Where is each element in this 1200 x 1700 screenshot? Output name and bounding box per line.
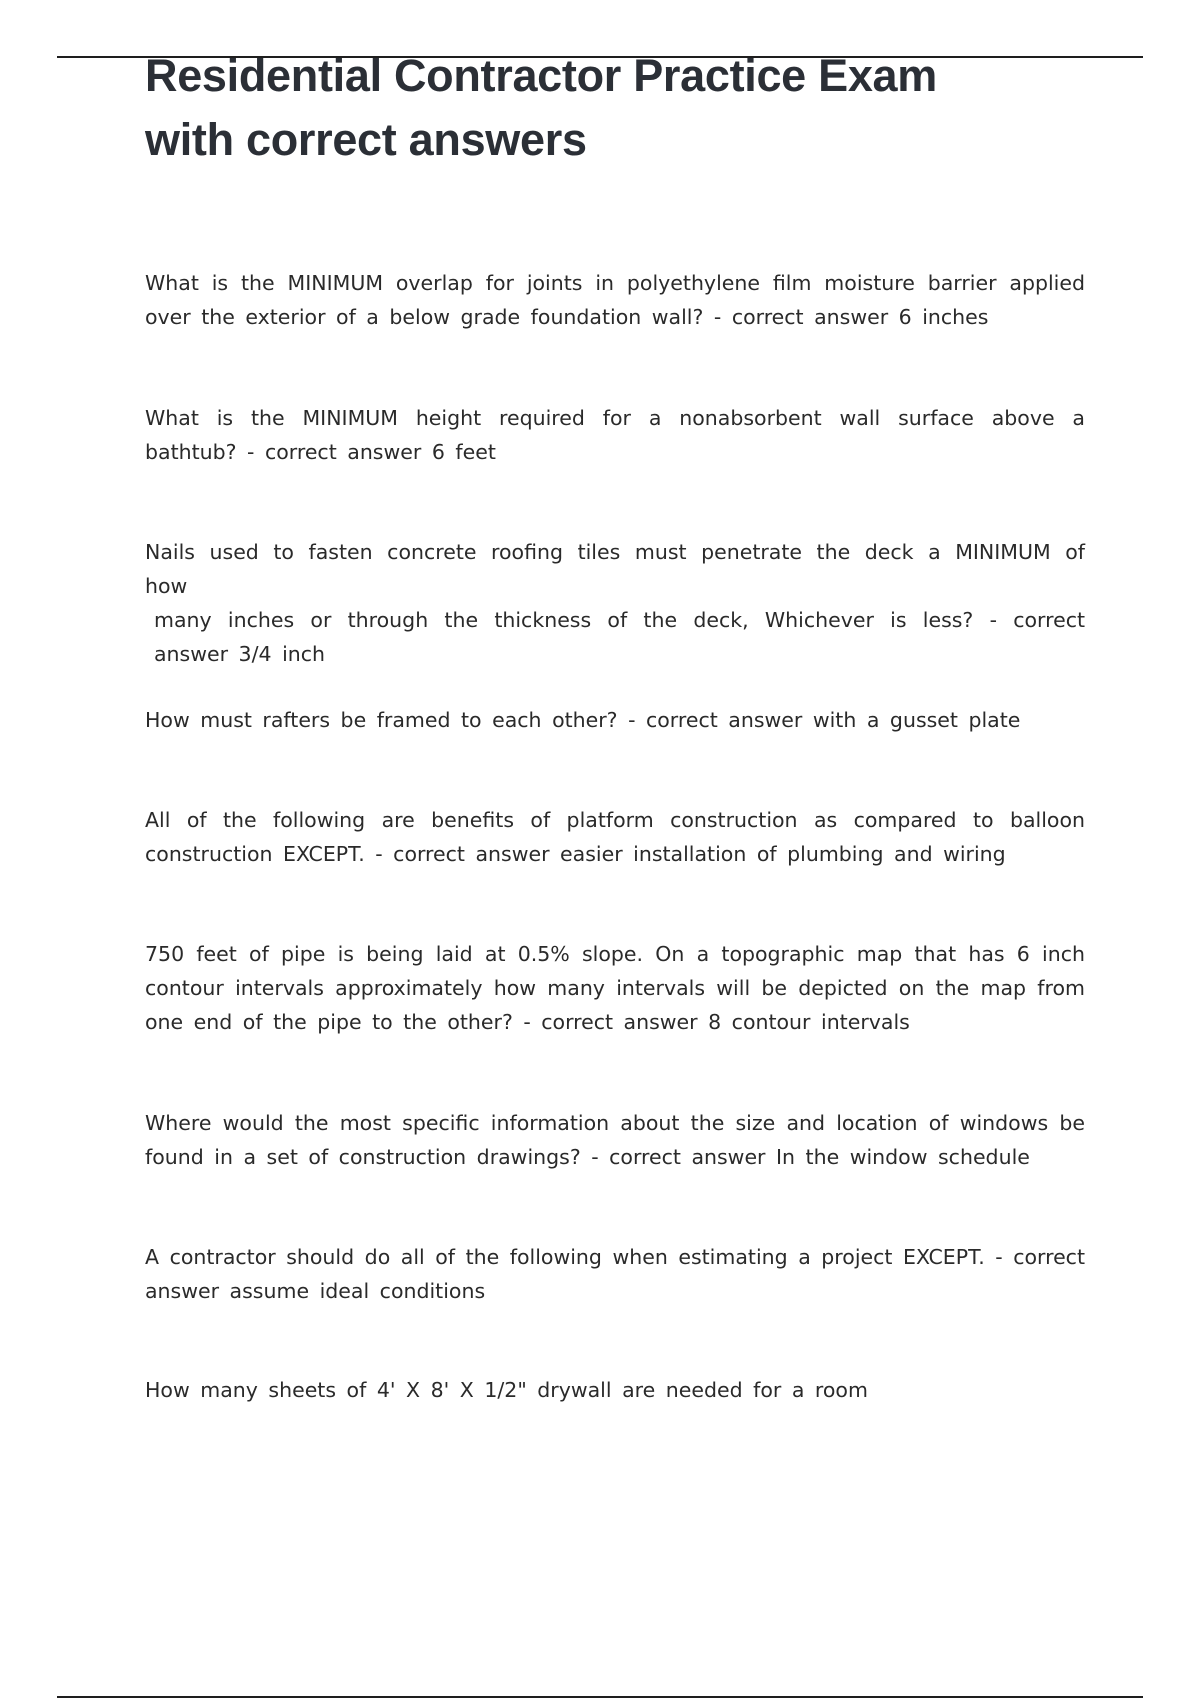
question-7: Where would the most specific information about the size and location of windows be found in a set of construction drawings? - correct answer In the window schedule [145,1111,1085,1169]
question-4: How must rafters be framed to each other? - correct answer with a gusset plate [145,708,1021,732]
question-5: All of the following are benefits of platform construction as compared to balloon construction EXCEPT. - correct answer easier installation of plumbing and wiring [145,808,1085,866]
question-3 [145,535,1085,671]
question-3-continuation: many inches or through the thickness of the deck, Whichever is less? - correct answer 3/4 inch [154,608,1085,666]
bottom-rule [57,1696,1143,1698]
question-2: What is the MINIMUM height required for a nonabsorbent wall surface above a bathtub? - correct answer 6 feet [145,406,1085,464]
question-1: What is the MINIMUM overlap for joints in polyethylene film moisture barrier applied over the exterior of a below grade foundation wall? - correct answer 6 inches [145,271,1085,329]
question-9: How many sheets of 4' X 8' X 1/2" drywall are needed for a room [145,1378,868,1402]
title-line-2: with correct answers [145,114,587,165]
title-line-1: Residential Contractor Practice Exam [145,50,937,101]
question-6: 750 feet of pipe is being laid at 0.5% slope. On a topographic map that has 6 inch contour intervals approximately how many intervals will be depicted on the map from one end of the pipe to the other? - correct answer 8 contour intervals [145,942,1085,1034]
document-title [145,44,1105,172]
question-3-line-1: Nails used to fasten concrete roofing tiles must penetrate the deck a MINIMUM of how [145,540,1085,598]
question-8: A contractor should do all of the following when estimating a project EXCEPT. - correct answer assume ideal conditions [145,1245,1085,1303]
